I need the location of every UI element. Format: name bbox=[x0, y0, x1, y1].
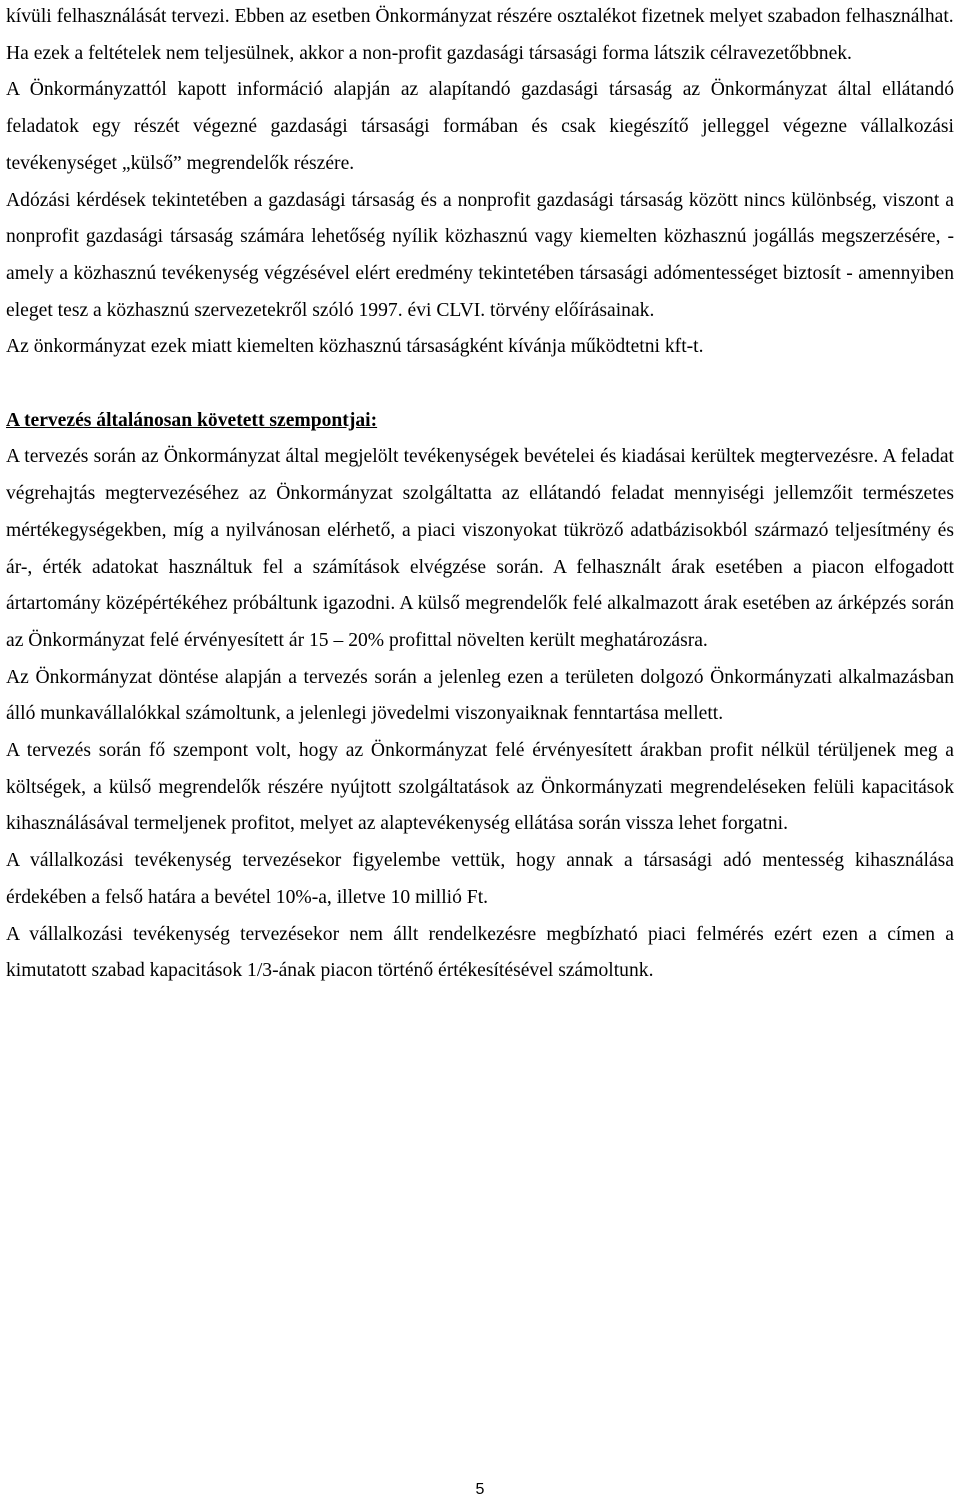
paragraph: A tervezés során az Önkormányzat által megjelölt tevékenységek bevételei és kiadásai kerültek megtervezésre. A feladat végrehajtás megtervezéséhez az Önkormányzat szolgáltatta az ellátandó feladat mennyiségi jellemzőit természetes mértékegységekben, míg a nyilvánosan elérhető, a piaci viszonyokat tükröző adatbázisokból származó teljesítmény és ár-, érték adatokat használtuk fel a számítások elvégzése során. A felhasznált árak esetében a piacon elfogadott ártartomány középértékéhez próbáltunk igazodni. A külső megrendelők felé alkalmazott árak esetében az árképzés során az Önkormányzat felé érvényesített ár 15 – 20% profittal növelten került meghatározásra. bbox=[6, 446, 954, 651]
paragraph: A Önkormányzattól kapott információ alapján az alapítandó gazdasági társaság az Önkormányzat által ellátandó feladatok egy részét végezné gazdasági társasági formában és csak kiegészítő jelleggel végezne vállalkozási tevékenységet „külső” megrendelők részére. bbox=[6, 79, 954, 174]
paragraph: Ha ezek a feltételek nem teljesülnek, akkor a non-profit gazdasági társasági forma látszik célravezetőbbnek. bbox=[6, 42, 852, 64]
blank-line bbox=[6, 366, 954, 403]
document-page bbox=[6, 0, 954, 1505]
paragraph: A vállalkozási tevékenység tervezésekor nem állt rendelkezésre megbízható piaci felmérés ezért ezen a címen a kimutatott szabad kapacitások 1/3-ának piacon történő értékesítésével számoltunk. bbox=[6, 923, 954, 982]
paragraph: Az Önkormányzat döntése alapján a tervezés során a jelenleg ezen a területen dolgozó Önkormányzati alkalmazásban álló munkavállalókkal számoltunk, a jelenlegi jövedelmi viszonyaiknak fenntartása mellett. bbox=[6, 666, 954, 725]
paragraph: A vállalkozási tevékenység tervezésekor figyelembe vettük, hogy annak a társasági adó mentesség kihasználása érdekében a felső határa a bevétel 10%-a, illetve 10 millió Ft. bbox=[6, 850, 954, 908]
paragraph: A tervezés során fő szempont volt, hogy az Önkormányzat felé érvényesített árakban profit nélkül térüljenek meg a költségek, a külső megrendelők részére nyújtott szolgáltatások az Önkormányzati megrendeléseken felüli kapacitások kihasználásával termeljenek profitot, melyet az alaptevékenység ellátása során vissza lehet forgatni. bbox=[6, 740, 954, 835]
page-number: 5 bbox=[475, 1481, 485, 1498]
paragraph: Adózási kérdések tekintetében a gazdasági társaság és a nonprofit gazdasági társaság között nincs különbség, viszont a nonprofit gazdasági társaság számára lehetőség nyílik közhasznú vagy kiemelten közhasznú jogállás megszerzésére, - amely a közhasznú tevékenység végzésével elért eredmény tekintetében társasági adómentességet biztosít - amennyiben eleget tesz a közhasznú szervezetekről szóló 1997. évi CLVI. törvény előírásainak. bbox=[6, 189, 954, 321]
paragraph: kívüli felhasználását tervezi. Ebben az esetben Önkormányzat részére osztalékot fizetnek melyet szabadon felhasználhat. bbox=[6, 6, 954, 27]
paragraph: Az önkormányzat ezek miatt kiemelten közhasznú társaságként kívánja működtetni kft-t. bbox=[6, 336, 704, 358]
document-body bbox=[6, 0, 954, 990]
section-heading: A tervezés általánosan követett szempontjai: bbox=[6, 409, 378, 431]
